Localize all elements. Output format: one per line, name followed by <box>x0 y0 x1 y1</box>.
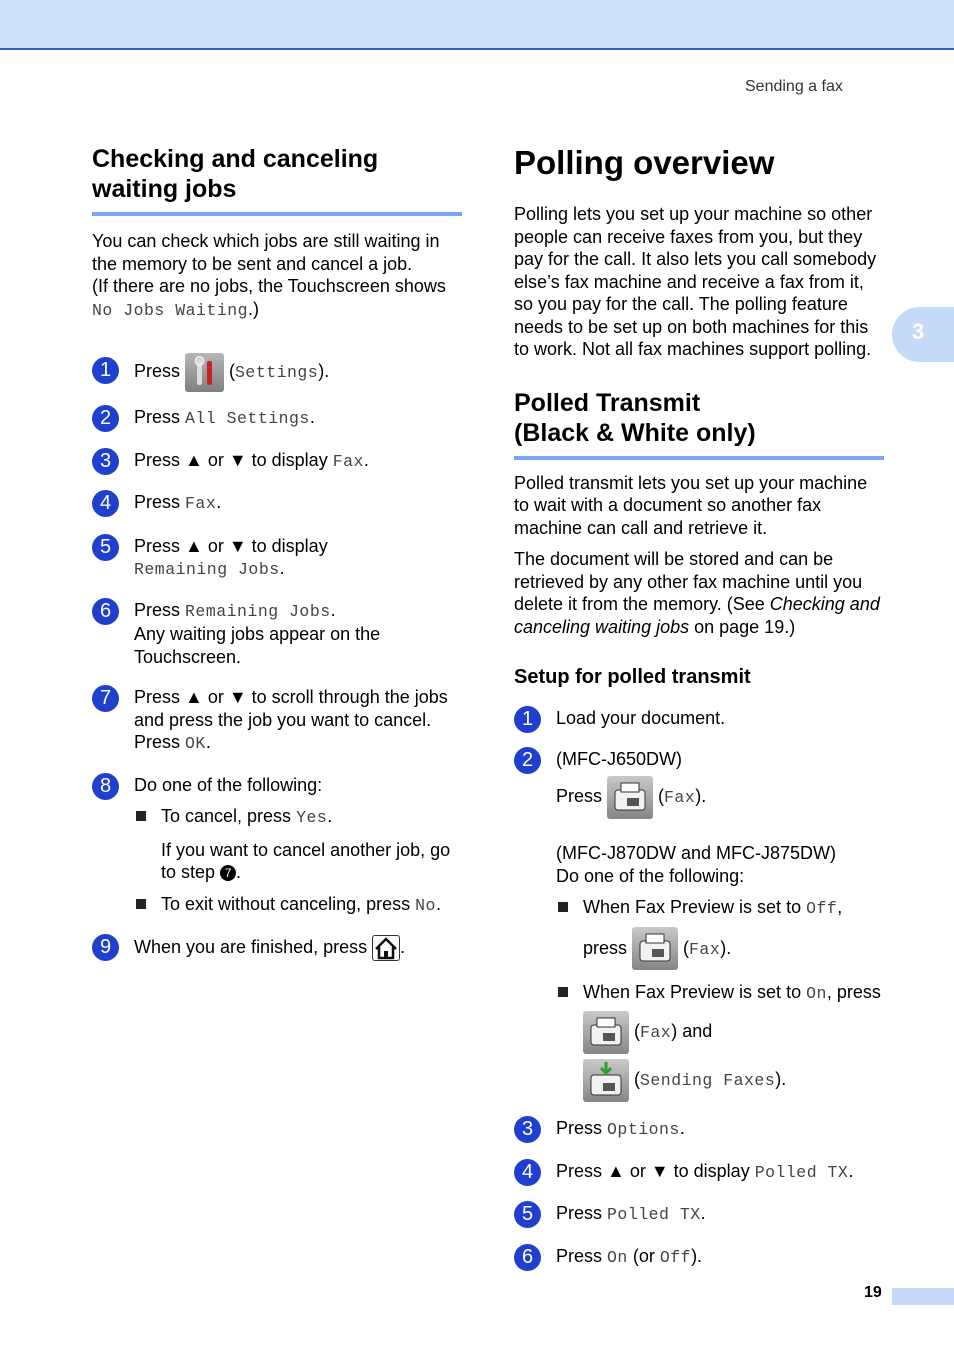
step-number: 5 <box>92 534 119 561</box>
left-step-6: 6 Press Remaining Jobs. Any waiting jobs appear on the Touchscreen. <box>92 599 462 669</box>
top-header-band <box>0 0 954 50</box>
step-number: 9 <box>92 934 119 961</box>
right-step-4: 4 Press ▲ or ▼ to display Polled TX. <box>514 1160 884 1185</box>
step-number: 7 <box>92 685 119 712</box>
section-title-polled-transmit: Polled Transmit (Black & White only) <box>514 388 884 460</box>
settings-icon[interactable] <box>185 353 224 392</box>
setup-subtitle: Setup for polled transmit <box>514 666 751 688</box>
footer-bar <box>892 1288 954 1305</box>
right-column <box>514 144 884 1269</box>
right-step-2: 2 (MFC-J650DW) Press (Fax). (MFC-J870DW and MFC-J875DW) Do one of the following: When Fax Preview is set to Off, press (Fax). When Fax Preview is set to On, press (Fax) and (Sending Faxes). <box>514 748 884 1104</box>
chapter-tab <box>892 307 954 362</box>
left-step-2: 2 Press All Settings. <box>92 406 462 431</box>
step-number: 4 <box>514 1159 541 1186</box>
bullet-exit: To exit without canceling, press No. <box>134 893 462 918</box>
page-number: 19 <box>864 1284 882 1301</box>
fax-icon[interactable] <box>607 776 653 819</box>
step-number: 8 <box>92 773 119 800</box>
right-step-5: 5 Press Polled TX. <box>514 1202 884 1227</box>
bullet-cancel: To cancel, press Yes. If you want to cancel another job, go to step 7 . <box>134 805 462 884</box>
step-number: 1 <box>92 357 119 384</box>
right-step-1: 1 Load your document. <box>514 707 884 730</box>
home-icon[interactable] <box>372 935 400 961</box>
step-number: 2 <box>514 747 541 774</box>
step-number: 1 <box>514 706 541 733</box>
intro-note: (If there are no jobs, the Touchscreen shows No Jobs Waiting.) <box>92 276 446 320</box>
step-number: 6 <box>514 1244 541 1271</box>
left-step-9: 9 When you are finished, press . <box>92 935 462 961</box>
right-step-6: 6 Press On (or Off). <box>514 1245 884 1270</box>
left-step-8: 8 Do one of the following: To cancel, press Yes. If you want to cancel another job, go to step 7 . To exit without canceling, press No. <box>92 774 462 918</box>
step-number: 5 <box>514 1201 541 1228</box>
left-column <box>92 144 462 961</box>
right-step-3: 3 Press Options. <box>514 1117 884 1142</box>
fax-icon[interactable] <box>583 1011 629 1054</box>
left-step-7: 7 Press ▲ or ▼ to scroll through the jobs and press the job you want to cancel. Press OK. <box>92 686 462 756</box>
step-number: 6 <box>92 598 119 625</box>
step-number: 3 <box>92 448 119 475</box>
left-step-3: 3 Press ▲ or ▼ to display Fax. <box>92 449 462 474</box>
left-step-4: 4 Press Fax. <box>92 491 462 516</box>
sending-faxes-icon[interactable] <box>583 1059 629 1102</box>
step-number: 4 <box>92 490 119 517</box>
bullet-preview-on: When Fax Preview is set to On, press (Fax) and (Sending Faxes). <box>556 981 884 1104</box>
step-number: 3 <box>514 1116 541 1143</box>
step-number: 2 <box>92 405 119 432</box>
polling-overview-title: Polling overview <box>514 144 775 181</box>
intro-paragraph: You can check which jobs are still waiting in the memory to be sent and cancel a job. <box>92 231 440 274</box>
fax-icon[interactable] <box>632 927 678 970</box>
left-step-5: 5 Press ▲ or ▼ to display Remaining Jobs. <box>92 535 462 582</box>
polling-intro: Polling lets you set up your machine so other people can receive faxes from you, but they pay for the call. It also lets you call somebody else’s fax machine and receive a fax from it, so you pay for the call. The polling feature needs to be set up on both machines for this to work. Not all fax machines support polling. <box>514 204 877 359</box>
chapter-tab-number: 3 <box>912 319 925 344</box>
running-head: Sending a fax <box>745 78 843 95</box>
left-step-1: 1 Press (Settings). <box>92 351 462 393</box>
section-title-checking: Checking and canceling waiting jobs <box>92 144 462 216</box>
polled-transmit-paragraph: Polled transmit lets you set up your machine to wait with a document so another fax machine can call and retrieve it. <box>514 472 868 538</box>
step-7-reference: 7 <box>220 865 236 881</box>
bullet-preview-off: When Fax Preview is set to Off, press (Fax). <box>556 896 884 972</box>
storage-paragraph: The document will be stored and can be retrieved by any other fax machine until you delete it from the memory. (See Checking and canceling waiting jobs on page 19.) <box>514 549 880 637</box>
